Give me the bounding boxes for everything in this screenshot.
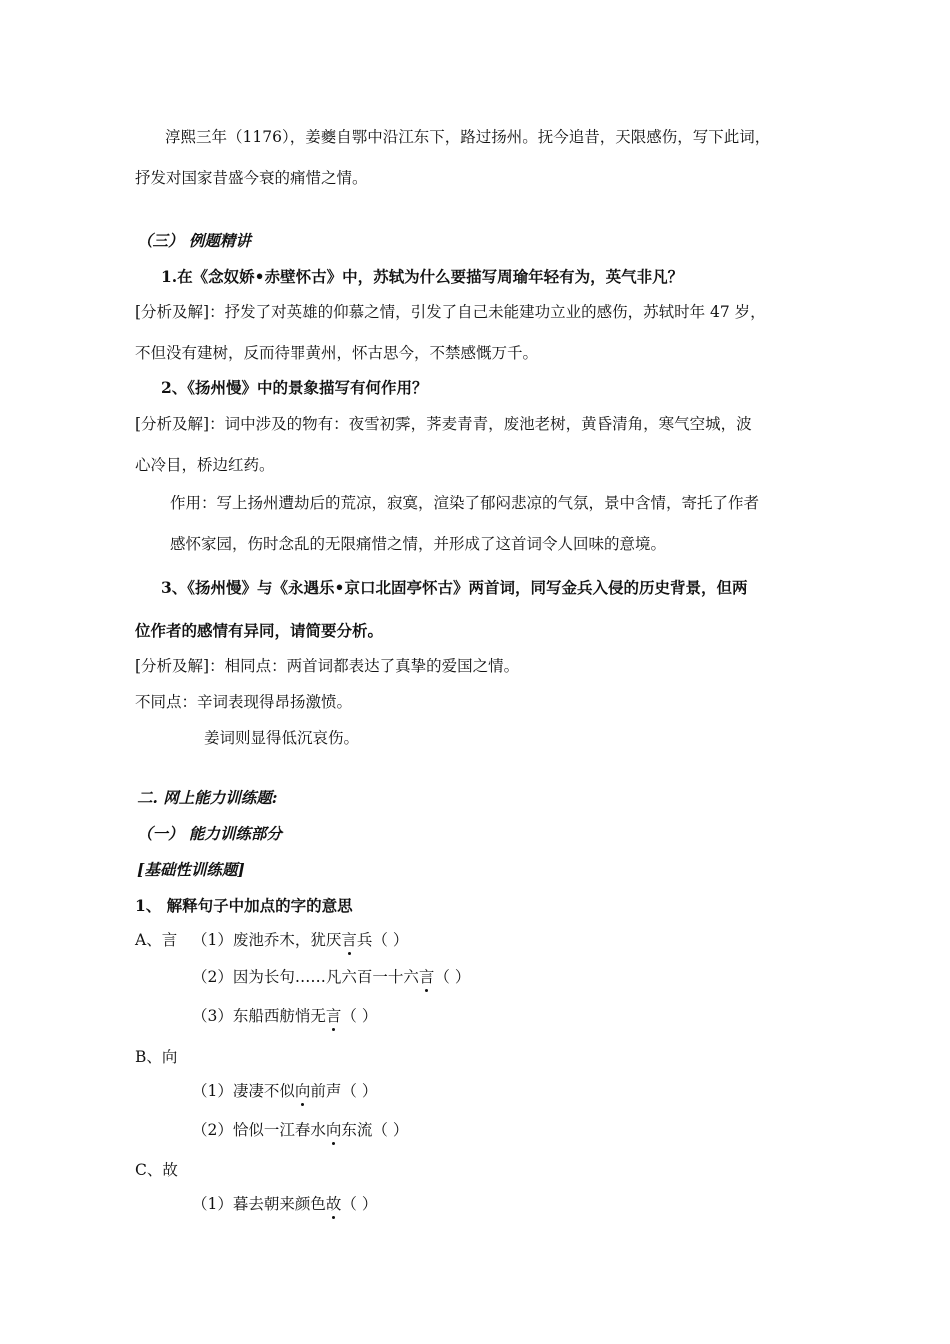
- item-c1: （1）暮去朝来颜色故（ ）: [192, 1195, 378, 1213]
- paragraph-background-line-1: 淳熙三年（1176），姜夔自鄂中沿江东下，路过扬州。抚今追昔，天限感伤，写下此词，: [165, 128, 771, 146]
- answer-2-line-2: 心冷目，桥边红药。: [135, 456, 275, 474]
- item-a3: （3）东船西舫悄无言（ ）: [192, 1007, 378, 1025]
- section-heading-examples: （三） 例题精讲: [137, 231, 251, 250]
- group-a-label: A、言: [135, 931, 178, 949]
- basic-exercises-heading: [基础性训练题]: [137, 860, 245, 879]
- answer-2-line-1: [分析及解]：词中涉及的物有：夜雪初霁，荠麦青青，废池老树，黄昏清角，寒气空城，波: [135, 415, 752, 433]
- paragraph-background-line-2: 抒发对国家昔盛今衰的痛惜之情。: [135, 169, 368, 187]
- answer-3-line-2: 不同点：辛词表现得昂扬激愤。: [135, 693, 353, 711]
- part-2-subheading: （一） 能力训练部分: [137, 824, 282, 843]
- question-1: 1.在《念奴娇•赤壁怀古》中，苏轼为什么要描写周瑜年轻有为，英气非凡？: [161, 267, 684, 286]
- emphasis-dot-char: 言: [341, 931, 357, 949]
- question-3-line-2: 位作者的感情有异同，请简要分析。: [135, 621, 384, 640]
- emphasis-dot-char: 言: [418, 968, 435, 986]
- exercise-1-title: 1、 解释句子中加点的字的意思: [135, 896, 353, 915]
- group-b-label: B、向: [135, 1048, 178, 1066]
- answer-2-line-4: 感怀家园，伤时念乱的无限痛惜之情，并形成了这首词令人回味的意境。: [170, 535, 667, 553]
- part-2-heading: 二. 网上能力训练题:: [137, 788, 278, 807]
- item-b1: （1）凄凄不似向前声（ ）: [192, 1082, 378, 1100]
- answer-1-line-1: [分析及解]：抒发了对英雄的仰慕之情，引发了自己未能建功立业的感伤，苏轼时年 47 岁，: [135, 303, 766, 321]
- answer-2-line-3: 作用：写上扬州遭劫后的荒凉，寂寞，渲染了郁闷悲凉的气氛，景中含情，寄托了作者: [170, 494, 760, 512]
- group-c-label: C、故: [135, 1161, 178, 1179]
- item-b2: （2）恰似一江春水向东流（ ）: [192, 1121, 409, 1139]
- answer-3-line-1: [分析及解]：相同点：两首词都表达了真挚的爱国之情。: [135, 657, 520, 675]
- item-a1: （1）废池乔木，犹厌言兵（ ）: [192, 931, 409, 949]
- emphasis-dot-char: 向: [325, 1121, 342, 1139]
- emphasis-dot-char: 故: [325, 1195, 342, 1213]
- question-2: 2、《扬州慢》中的景象描写有何作用？: [161, 378, 428, 397]
- item-a2: （2）因为长句……凡六百一十六言（ ）: [192, 968, 471, 986]
- question-3-line-1: 3、《扬州慢》与《永遇乐•京口北固亭怀古》两首词，同写金兵入侵的历史背景，但两: [161, 578, 748, 597]
- emphasis-dot-char: 向: [294, 1082, 311, 1100]
- answer-1-line-2: 不但没有建树，反而待罪黄州，怀古思今，不禁感慨万千。: [135, 344, 539, 362]
- answer-3-line-3: 姜词则显得低沉哀伤。: [204, 729, 360, 747]
- emphasis-dot-char: 言: [325, 1007, 342, 1025]
